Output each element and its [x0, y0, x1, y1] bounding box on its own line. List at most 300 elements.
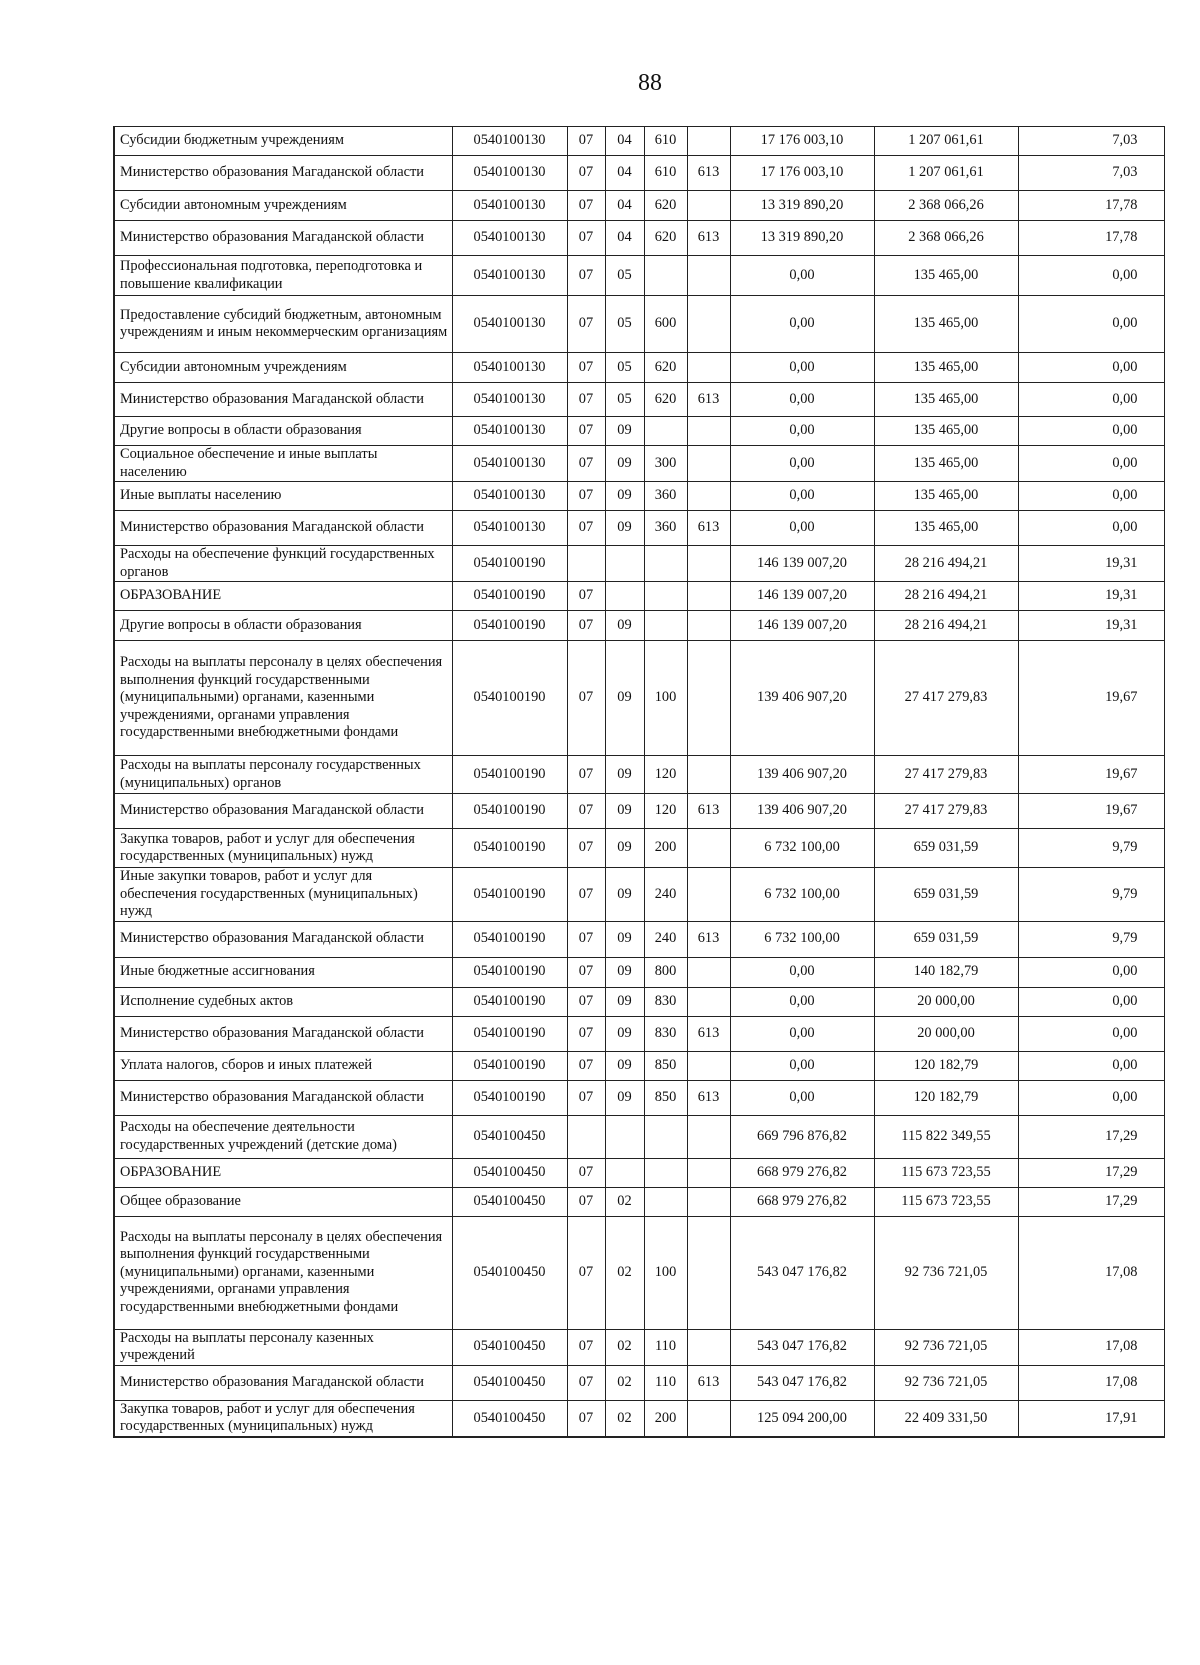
- row-target-article: 0540100130: [452, 446, 567, 482]
- row-target-article: 0540100190: [452, 546, 567, 582]
- row-plan: 125 094 200,00: [730, 1400, 874, 1437]
- row-section: 07: [567, 383, 605, 417]
- row-target-article: 0540100450: [452, 1365, 567, 1400]
- row-executed: 115 822 349,55: [874, 1115, 1018, 1158]
- row-executed: 2 368 066,26: [874, 191, 1018, 221]
- row-subsection: 09: [605, 794, 644, 829]
- row-percent: 19,67: [1018, 794, 1164, 829]
- row-expense-type: 620: [644, 221, 687, 256]
- row-percent: 17,29: [1018, 1158, 1164, 1187]
- table-row: [114, 1016, 1164, 1051]
- row-plan: 543 047 176,82: [730, 1329, 874, 1365]
- row-subsection: 09: [605, 829, 644, 868]
- budget-table-container: [113, 126, 1163, 1438]
- table-row: [114, 987, 1164, 1016]
- row-grbs: 613: [687, 794, 730, 829]
- budget-table: [113, 126, 1165, 1438]
- row-section: 07: [567, 1329, 605, 1365]
- row-section: 07: [567, 641, 605, 756]
- row-name: Расходы на выплаты персоналу государственных (муниципальных) органов: [114, 756, 452, 794]
- row-section: 07: [567, 794, 605, 829]
- row-executed: 659 031,59: [874, 921, 1018, 957]
- row-target-article: 0540100190: [452, 957, 567, 987]
- row-target-article: 0540100190: [452, 921, 567, 957]
- row-percent: 17,78: [1018, 191, 1164, 221]
- table-row: [114, 1216, 1164, 1329]
- row-target-article: 0540100190: [452, 868, 567, 922]
- table-row: [114, 868, 1164, 922]
- row-target-article: 0540100130: [452, 511, 567, 546]
- row-section: 07: [567, 1158, 605, 1187]
- row-percent: 19,31: [1018, 611, 1164, 641]
- row-grbs: [687, 546, 730, 582]
- row-section: 07: [567, 611, 605, 641]
- row-expense-type: [644, 1115, 687, 1158]
- row-grbs: [687, 987, 730, 1016]
- row-name: Исполнение судебных актов: [114, 987, 452, 1016]
- table-row: [114, 1115, 1164, 1158]
- table-row: [114, 1400, 1164, 1437]
- row-grbs: [687, 296, 730, 353]
- row-name: Другие вопросы в области образования: [114, 417, 452, 446]
- row-executed: 28 216 494,21: [874, 582, 1018, 611]
- table-row: [114, 1080, 1164, 1115]
- row-name: Министерство образования Магаданской области: [114, 156, 452, 191]
- row-plan: 139 406 907,20: [730, 794, 874, 829]
- row-grbs: [687, 957, 730, 987]
- row-target-article: 0540100190: [452, 1051, 567, 1080]
- table-row: [114, 353, 1164, 383]
- row-subsection: [605, 1158, 644, 1187]
- row-subsection: 04: [605, 221, 644, 256]
- row-grbs: [687, 256, 730, 296]
- row-grbs: [687, 829, 730, 868]
- row-name: Министерство образования Магаданской области: [114, 1080, 452, 1115]
- row-plan: 0,00: [730, 511, 874, 546]
- row-expense-type: 620: [644, 191, 687, 221]
- row-plan: 0,00: [730, 417, 874, 446]
- row-subsection: [605, 582, 644, 611]
- row-target-article: 0540100130: [452, 191, 567, 221]
- row-subsection: [605, 1115, 644, 1158]
- budget-table-body: [114, 127, 1164, 1438]
- row-grbs: 613: [687, 921, 730, 957]
- table-row: [114, 1158, 1164, 1187]
- row-percent: 0,00: [1018, 987, 1164, 1016]
- row-grbs: [687, 1158, 730, 1187]
- row-expense-type: [644, 1158, 687, 1187]
- row-subsection: 09: [605, 611, 644, 641]
- row-plan: 6 732 100,00: [730, 868, 874, 922]
- row-executed: 135 465,00: [874, 296, 1018, 353]
- row-name: Уплата налогов, сборов и иных платежей: [114, 1051, 452, 1080]
- table-row: [114, 256, 1164, 296]
- row-plan: 6 732 100,00: [730, 829, 874, 868]
- row-name: Другие вопросы в области образования: [114, 611, 452, 641]
- row-name: Субсидии автономным учреждениям: [114, 191, 452, 221]
- row-grbs: 613: [687, 383, 730, 417]
- row-grbs: [687, 417, 730, 446]
- row-expense-type: 200: [644, 829, 687, 868]
- row-percent: 0,00: [1018, 383, 1164, 417]
- row-section: 07: [567, 1365, 605, 1400]
- row-name: ОБРАЗОВАНИЕ: [114, 582, 452, 611]
- table-row: [114, 511, 1164, 546]
- row-percent: 0,00: [1018, 1080, 1164, 1115]
- row-expense-type: 850: [644, 1051, 687, 1080]
- row-target-article: 0540100130: [452, 353, 567, 383]
- row-percent: 19,31: [1018, 546, 1164, 582]
- row-name: Министерство образования Магаданской области: [114, 794, 452, 829]
- row-section: 07: [567, 1051, 605, 1080]
- table-row: [114, 546, 1164, 582]
- row-name: Министерство образования Магаданской области: [114, 921, 452, 957]
- table-row: [114, 383, 1164, 417]
- row-subsection: 04: [605, 191, 644, 221]
- table-row: [114, 756, 1164, 794]
- row-section: 07: [567, 921, 605, 957]
- row-percent: 0,00: [1018, 353, 1164, 383]
- row-subsection: 05: [605, 353, 644, 383]
- row-plan: 668 979 276,82: [730, 1187, 874, 1216]
- row-plan: 543 047 176,82: [730, 1365, 874, 1400]
- row-executed: 659 031,59: [874, 829, 1018, 868]
- row-grbs: 613: [687, 221, 730, 256]
- row-executed: 28 216 494,21: [874, 611, 1018, 641]
- table-row: [114, 417, 1164, 446]
- row-section: 07: [567, 127, 605, 156]
- table-row: [114, 829, 1164, 868]
- row-expense-type: 110: [644, 1329, 687, 1365]
- table-row: [114, 221, 1164, 256]
- row-percent: 17,08: [1018, 1216, 1164, 1329]
- table-row: [114, 482, 1164, 511]
- row-target-article: 0540100450: [452, 1329, 567, 1365]
- row-target-article: 0540100130: [452, 256, 567, 296]
- row-plan: 0,00: [730, 446, 874, 482]
- row-section: 07: [567, 1400, 605, 1437]
- row-expense-type: 830: [644, 987, 687, 1016]
- row-executed: 27 417 279,83: [874, 794, 1018, 829]
- row-executed: 120 182,79: [874, 1080, 1018, 1115]
- row-subsection: 09: [605, 921, 644, 957]
- row-expense-type: 610: [644, 156, 687, 191]
- row-subsection: 09: [605, 1080, 644, 1115]
- table-row: [114, 1051, 1164, 1080]
- row-expense-type: 120: [644, 794, 687, 829]
- row-section: 07: [567, 1216, 605, 1329]
- row-subsection: 05: [605, 256, 644, 296]
- row-subsection: 02: [605, 1329, 644, 1365]
- row-expense-type: 120: [644, 756, 687, 794]
- row-percent: 0,00: [1018, 1051, 1164, 1080]
- row-section: 07: [567, 1016, 605, 1051]
- row-percent: 0,00: [1018, 256, 1164, 296]
- row-expense-type: [644, 256, 687, 296]
- row-executed: 27 417 279,83: [874, 641, 1018, 756]
- row-target-article: 0540100190: [452, 756, 567, 794]
- row-grbs: [687, 191, 730, 221]
- row-plan: 146 139 007,20: [730, 582, 874, 611]
- row-plan: 13 319 890,20: [730, 191, 874, 221]
- row-executed: 135 465,00: [874, 256, 1018, 296]
- row-expense-type: 110: [644, 1365, 687, 1400]
- row-percent: 9,79: [1018, 829, 1164, 868]
- row-name: Иные закупки товаров, работ и услуг для обеспечения государственных (муниципальных) нужд: [114, 868, 452, 922]
- row-executed: 135 465,00: [874, 353, 1018, 383]
- row-target-article: 0540100130: [452, 417, 567, 446]
- row-percent: 0,00: [1018, 1016, 1164, 1051]
- row-subsection: 09: [605, 417, 644, 446]
- row-expense-type: 850: [644, 1080, 687, 1115]
- row-subsection: 09: [605, 511, 644, 546]
- row-target-article: 0540100190: [452, 829, 567, 868]
- row-grbs: 613: [687, 1365, 730, 1400]
- row-executed: 135 465,00: [874, 446, 1018, 482]
- row-section: 07: [567, 756, 605, 794]
- row-executed: 27 417 279,83: [874, 756, 1018, 794]
- row-expense-type: [644, 582, 687, 611]
- row-executed: 135 465,00: [874, 482, 1018, 511]
- table-row: [114, 127, 1164, 156]
- row-grbs: [687, 1051, 730, 1080]
- row-section: 07: [567, 868, 605, 922]
- row-name: Субсидии бюджетным учреждениям: [114, 127, 452, 156]
- row-plan: 0,00: [730, 1080, 874, 1115]
- row-plan: 0,00: [730, 353, 874, 383]
- row-target-article: 0540100190: [452, 611, 567, 641]
- row-name: Предоставление субсидий бюджетным, автономным учреждениям и иным некоммерческим организациям: [114, 296, 452, 353]
- row-percent: 19,31: [1018, 582, 1164, 611]
- row-grbs: [687, 868, 730, 922]
- row-target-article: 0540100190: [452, 794, 567, 829]
- table-row: [114, 1187, 1164, 1216]
- row-plan: 668 979 276,82: [730, 1158, 874, 1187]
- row-executed: 1 207 061,61: [874, 156, 1018, 191]
- table-row: [114, 296, 1164, 353]
- row-grbs: 613: [687, 156, 730, 191]
- row-subsection: [605, 546, 644, 582]
- row-target-article: 0540100190: [452, 582, 567, 611]
- row-expense-type: 620: [644, 353, 687, 383]
- row-plan: 0,00: [730, 1016, 874, 1051]
- row-subsection: 09: [605, 1051, 644, 1080]
- row-grbs: 613: [687, 1080, 730, 1115]
- row-percent: 17,91: [1018, 1400, 1164, 1437]
- row-section: 07: [567, 1080, 605, 1115]
- row-name: Иные выплаты населению: [114, 482, 452, 511]
- table-row: [114, 446, 1164, 482]
- row-expense-type: [644, 417, 687, 446]
- row-target-article: 0540100130: [452, 127, 567, 156]
- row-plan: 17 176 003,10: [730, 127, 874, 156]
- row-expense-type: 300: [644, 446, 687, 482]
- row-grbs: [687, 482, 730, 511]
- row-subsection: 09: [605, 641, 644, 756]
- row-name: Министерство образования Магаданской области: [114, 1016, 452, 1051]
- row-target-article: 0540100190: [452, 987, 567, 1016]
- row-name: Министерство образования Магаданской области: [114, 221, 452, 256]
- row-plan: 0,00: [730, 1051, 874, 1080]
- row-target-article: 0540100130: [452, 482, 567, 511]
- row-target-article: 0540100190: [452, 641, 567, 756]
- row-executed: 115 673 723,55: [874, 1187, 1018, 1216]
- row-name: Закупка товаров, работ и услуг для обеспечения государственных (муниципальных) нужд: [114, 829, 452, 868]
- row-percent: 17,29: [1018, 1187, 1164, 1216]
- row-executed: 92 736 721,05: [874, 1216, 1018, 1329]
- row-subsection: 09: [605, 1016, 644, 1051]
- row-grbs: [687, 446, 730, 482]
- row-section: 07: [567, 156, 605, 191]
- row-expense-type: 360: [644, 482, 687, 511]
- row-section: 07: [567, 353, 605, 383]
- row-expense-type: 100: [644, 1216, 687, 1329]
- row-subsection: 09: [605, 446, 644, 482]
- row-grbs: [687, 353, 730, 383]
- row-percent: 0,00: [1018, 417, 1164, 446]
- row-target-article: 0540100190: [452, 1016, 567, 1051]
- row-target-article: 0540100450: [452, 1115, 567, 1158]
- row-name: Профессиональная подготовка, переподготовка и повышение квалификации: [114, 256, 452, 296]
- row-section: 07: [567, 511, 605, 546]
- row-subsection: 09: [605, 868, 644, 922]
- row-name: Расходы на обеспечение функций государственных органов: [114, 546, 452, 582]
- row-percent: 0,00: [1018, 482, 1164, 511]
- row-expense-type: 620: [644, 383, 687, 417]
- row-expense-type: [644, 1187, 687, 1216]
- row-name: Расходы на выплаты персоналу в целях обеспечения выполнения функций государственными (муниципальными) органами, казенными учреждениями, органами управления государственными внебюджетными фондами: [114, 1216, 452, 1329]
- row-section: 07: [567, 957, 605, 987]
- row-executed: 1 207 061,61: [874, 127, 1018, 156]
- row-name: Расходы на выплаты персоналу в целях обеспечения выполнения функций государственными (муниципальными) органами, казенными учреждениями, органами управления государственными внебюджетными фондами: [114, 641, 452, 756]
- row-section: 07: [567, 191, 605, 221]
- row-section: 07: [567, 417, 605, 446]
- row-plan: 0,00: [730, 256, 874, 296]
- row-subsection: 02: [605, 1365, 644, 1400]
- row-target-article: 0540100450: [452, 1216, 567, 1329]
- row-target-article: 0540100190: [452, 1080, 567, 1115]
- row-section: 07: [567, 256, 605, 296]
- row-subsection: 05: [605, 296, 644, 353]
- row-expense-type: [644, 546, 687, 582]
- row-section: 07: [567, 1187, 605, 1216]
- row-grbs: [687, 1115, 730, 1158]
- row-plan: 0,00: [730, 957, 874, 987]
- row-section: 07: [567, 829, 605, 868]
- table-row: [114, 582, 1164, 611]
- row-executed: 135 465,00: [874, 511, 1018, 546]
- row-executed: 135 465,00: [874, 417, 1018, 446]
- table-row: [114, 957, 1164, 987]
- row-target-article: 0540100450: [452, 1400, 567, 1437]
- row-plan: 139 406 907,20: [730, 641, 874, 756]
- row-target-article: 0540100450: [452, 1158, 567, 1187]
- row-target-article: 0540100130: [452, 296, 567, 353]
- row-grbs: 613: [687, 511, 730, 546]
- row-name: Иные бюджетные ассигнования: [114, 957, 452, 987]
- row-plan: 0,00: [730, 482, 874, 511]
- row-name: Расходы на обеспечение деятельности государственных учреждений (детские дома): [114, 1115, 452, 1158]
- row-target-article: 0540100130: [452, 221, 567, 256]
- row-expense-type: 240: [644, 868, 687, 922]
- row-plan: 139 406 907,20: [730, 756, 874, 794]
- row-grbs: [687, 1216, 730, 1329]
- row-percent: 7,03: [1018, 156, 1164, 191]
- row-section: 07: [567, 482, 605, 511]
- page-number: 88: [638, 70, 662, 96]
- row-grbs: [687, 611, 730, 641]
- row-executed: 115 673 723,55: [874, 1158, 1018, 1187]
- row-section: 07: [567, 582, 605, 611]
- row-expense-type: 800: [644, 957, 687, 987]
- row-subsection: 09: [605, 987, 644, 1016]
- row-percent: 7,03: [1018, 127, 1164, 156]
- row-name: Субсидии автономным учреждениям: [114, 353, 452, 383]
- table-row: [114, 611, 1164, 641]
- row-executed: 120 182,79: [874, 1051, 1018, 1080]
- row-executed: 659 031,59: [874, 868, 1018, 922]
- row-plan: 146 139 007,20: [730, 611, 874, 641]
- row-percent: 9,79: [1018, 868, 1164, 922]
- row-name: Министерство образования Магаданской области: [114, 1365, 452, 1400]
- row-grbs: [687, 127, 730, 156]
- row-percent: 0,00: [1018, 296, 1164, 353]
- row-plan: 13 319 890,20: [730, 221, 874, 256]
- table-row: [114, 191, 1164, 221]
- row-executed: 22 409 331,50: [874, 1400, 1018, 1437]
- row-section: [567, 1115, 605, 1158]
- row-name: Министерство образования Магаданской области: [114, 383, 452, 417]
- row-subsection: 02: [605, 1216, 644, 1329]
- row-name: Закупка товаров, работ и услуг для обеспечения государственных (муниципальных) нужд: [114, 1400, 452, 1437]
- row-percent: 0,00: [1018, 957, 1164, 987]
- row-grbs: [687, 1400, 730, 1437]
- table-row: [114, 641, 1164, 756]
- table-row: [114, 1329, 1164, 1365]
- row-executed: 2 368 066,26: [874, 221, 1018, 256]
- row-grbs: [687, 582, 730, 611]
- row-executed: 20 000,00: [874, 987, 1018, 1016]
- row-plan: 0,00: [730, 383, 874, 417]
- row-percent: 17,08: [1018, 1365, 1164, 1400]
- row-name: Социальное обеспечение и иные выплаты населению: [114, 446, 452, 482]
- row-percent: 19,67: [1018, 756, 1164, 794]
- row-expense-type: 600: [644, 296, 687, 353]
- row-grbs: [687, 1329, 730, 1365]
- row-section: 07: [567, 446, 605, 482]
- row-expense-type: 200: [644, 1400, 687, 1437]
- row-name: ОБРАЗОВАНИЕ: [114, 1158, 452, 1187]
- row-plan: 17 176 003,10: [730, 156, 874, 191]
- row-grbs: [687, 1187, 730, 1216]
- row-percent: 0,00: [1018, 511, 1164, 546]
- row-expense-type: [644, 611, 687, 641]
- row-percent: 0,00: [1018, 446, 1164, 482]
- table-row: [114, 1365, 1164, 1400]
- row-grbs: 613: [687, 1016, 730, 1051]
- table-row: [114, 921, 1164, 957]
- row-grbs: [687, 641, 730, 756]
- row-executed: 92 736 721,05: [874, 1365, 1018, 1400]
- row-executed: 92 736 721,05: [874, 1329, 1018, 1365]
- row-grbs: [687, 756, 730, 794]
- row-name: Министерство образования Магаданской области: [114, 511, 452, 546]
- row-plan: 0,00: [730, 987, 874, 1016]
- row-subsection: 09: [605, 756, 644, 794]
- row-percent: 17,29: [1018, 1115, 1164, 1158]
- row-section: 07: [567, 296, 605, 353]
- row-executed: 140 182,79: [874, 957, 1018, 987]
